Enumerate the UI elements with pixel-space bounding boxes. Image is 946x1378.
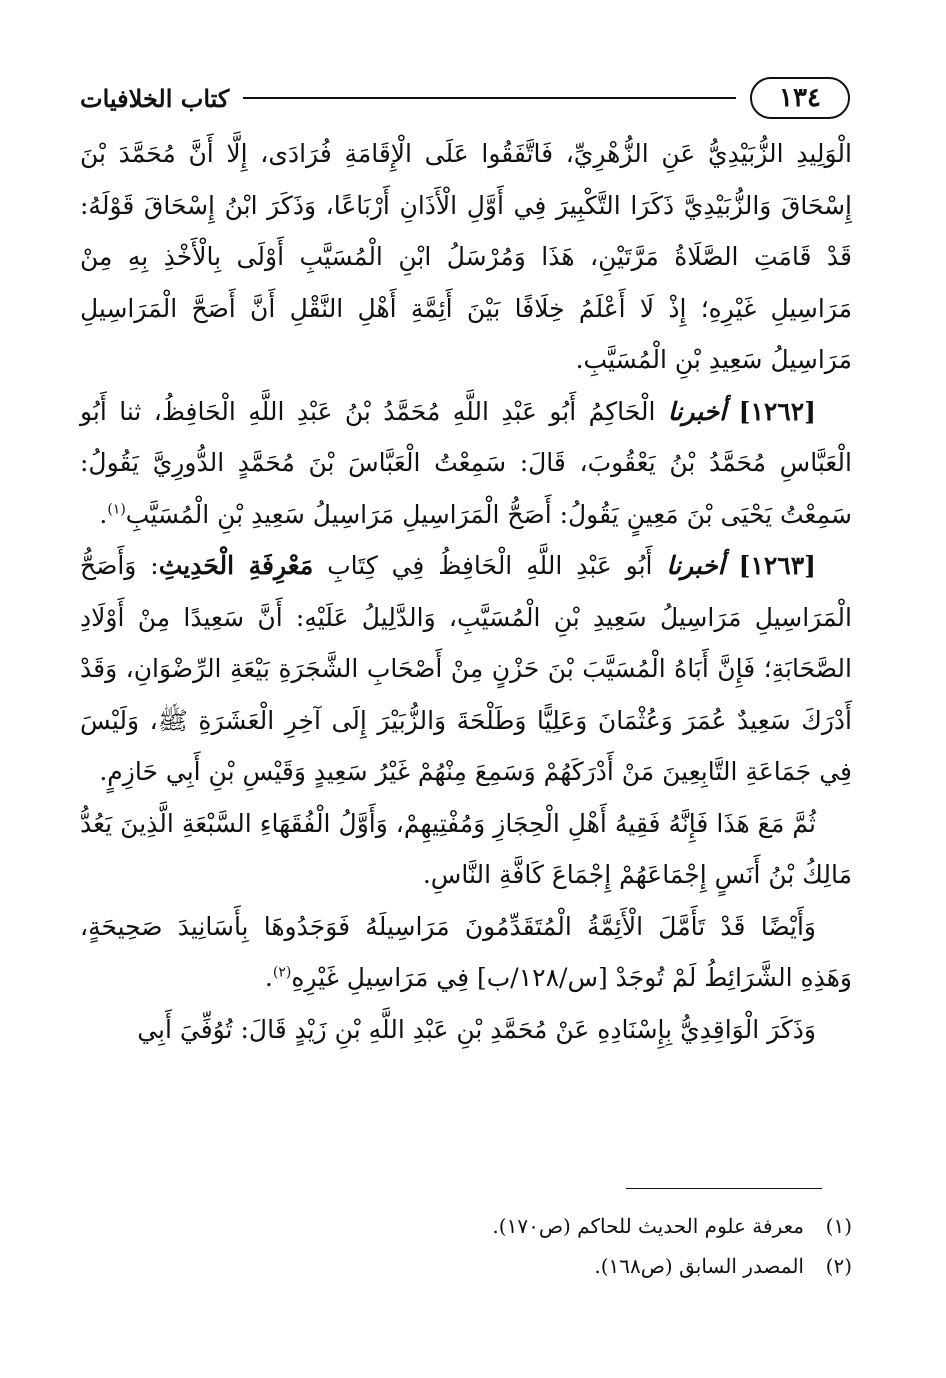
footnote-text: معرفة علوم الحديث للحاكم (ص١٧٠).	[492, 1214, 804, 1238]
paragraph-text: وَذَكَرَ الْوَاقِدِيُّ بِإِسْنَادِهِ عَنْ مُحَمَّدِ بْنِ عَبْدِ اللَّهِ بْنِ زَيْدٍ قَالَ: تُوُفِّيَ أَبِي	[137, 1014, 816, 1044]
footnote-number: (٢)	[825, 1254, 852, 1278]
paragraph-text-block: وَأَيْضًا قَدْ تَأَمَّلَ الْأَئِمَّةُ الْمُتَقَدِّمُونَ مَرَاسِيلَهُ فَوَجَدُوهَا بِأَسَانِيدَ صَحِيحَةٍ، وَهَذِهِ الشَّرَائِطُ لَمْ تُوجَدْ [س/١٢٨/ب] فِي مَرَاسِيلِ غَيْرِهِ$^{(٢)}$.	[80, 911, 852, 992]
paragraph-text: الْحَاكِمُ أَبُو عَبْدِ اللَّهِ مُحَمَّدُ بْنُ عَبْدِ اللَّهِ الْحَافِظُ، ثنا أَبُو الْعَبَّاسِ مُحَمَّدُ بْنُ يَعْقُوبَ، قَالَ: سَمِعْتُ الْعَبَّاسَ بْنَ مُحَمَّدٍ الدُّورِيَّ يَقُولُ: سَمِعْتُ يَحْيَى بْنَ مَعِينٍ يَقُولُ: أَصَحُّ الْمَرَاسِيلِ مَرَاسِيلُ سَعِيدِ بْنِ الْمُسَيَّبِ	[80, 396, 852, 529]
hadith-number: [١٢٦٣]	[738, 551, 816, 580]
book-reference: مَعْرِفَةِ الْحَدِيثِ	[158, 551, 314, 580]
paragraph-text: ثُمَّ مَعَ هَذَا فَإِنَّهُ فَقِيهُ أَهْلِ الْحِجَازِ وَمُفْتِيهِمْ، وَأَوَّلُ الْفُقَهَاءِ السَّبْعَةِ الَّذِينَ يَعُدُّ مَالِكُ بْنُ أَنَسٍ إِجْمَاعَهُمْ إِجْمَاعَ كَافَّةِ النَّاسِ.	[80, 808, 852, 889]
footnote-item	[120, 1206, 852, 1246]
paragraph-text: : وَأَصَحُّ الْمَرَاسِيلِ مَرَاسِيلُ سَعِيدِ بْنِ الْمُسَيَّبِ، وَالدَّلِيلُ عَلَيْهِ: أَنَّ سَعِيدًا مِنْ أَوْلَادِ الصَّحَابَةِ؛ فَإِنَّ أَبَاهُ الْمُسَيَّبَ بْنَ حَزْنٍ مِنْ أَصْحَابِ الشَّجَرَةِ بَيْعَةِ الرِّضْوَانِ، وَقَدْ أَدْرَكَ سَعِيدٌ عُمَرَ وَعُثْمَانَ وَعَلِيًّا وَطَلْحَةَ وَالزُّبَيْرَ إِلَى آخِرِ الْعَشَرَةِ ﷺ، وَلَيْسَ فِي جَمَاعَةِ التَّابِعِينَ مَنْ أَدْرَكَهُمْ وَسَمِعَ مِنْهُمْ غَيْرُ سَعِيدٍ وَقَيْسِ بْنِ أَبِي حَازِمٍ.	[80, 551, 852, 786]
paragraph-text: وَأَيْضًا قَدْ تَأَمَّلَ الْأَئِمَّةُ الْمُتَقَدِّمُونَ مَرَاسِيلَهُ فَوَجَدُوهَا بِأَسَانِيدَ صَحِيحَةٍ، وَهَذِهِ الشَّرَائِطُ لَمْ تُوجَدْ [س/١٢٨/ب] فِي مَرَاسِيلِ غَيْرِهِ	[80, 911, 852, 992]
paragraph-hadith-1263	[80, 540, 852, 798]
footnote-number: (١)	[825, 1214, 852, 1238]
header-rule	[243, 97, 736, 99]
main-text	[80, 128, 852, 1055]
page-header	[80, 74, 850, 122]
page-number-badge	[750, 77, 850, 119]
paragraph-hadith-1262: [١٢٦٢] أخبرنا الْحَاكِمُ أَبُو عَبْدِ اللَّهِ مُحَمَّدُ بْنُ عَبْدِ اللَّهِ الْحَافِظُ، ثنا أَبُو الْعَبَّاسِ مُحَمَّدُ بْنُ يَعْقُوبَ، قَالَ: سَمِعْتُ الْعَبَّاسَ بْنَ مُحَمَّدٍ الدُّورِيَّ يَقُولُ: سَمِعْتُ يَحْيَى بْنَ مَعِينٍ يَقُولُ: أَصَحُّ الْمَرَاسِيلِ مَرَاسِيلُ سَعِيدِ بْنِ الْمُسَيَّبِ$^{(١)}$.	[80, 396, 852, 529]
paragraph-text: الْوَلِيدِ الزُّبَيْدِيُّ عَنِ الزُّهْرِيِّ، فَاتَّفَقُوا عَلَى الْإِقَامَةِ فُرَادَى، إِلَّا أَنَّ مُحَمَّدَ بْنَ إِسْحَاقَ وَالزُّبَيْدِيَّ ذَكَرَا التَّكْبِيرَ فِي أَوَّلِ الْأَذَانِ أَرْبَاعًا، وَذَكَرَ ابْنُ إِسْحَاقَ قَوْلَهُ: قَدْ قَامَتِ الصَّلَاةُ مَرَّتَيْنِ، هَذَا وَمُرْسَلُ ابْنِ الْمُسَيَّبِ أَوْلَى بِالْأَخْذِ بِهِ مِنْ مَرَاسِيلِ غَيْرِهِ؛ إِذْ لَا أَعْلَمُ خِلَافًا بَيْنَ أَئِمَّةِ أَهْلِ النَّقْلِ أَنَّ أَصَحَّ الْمَرَاسِيلِ مَرَاسِيلُ سَعِيدِ بْنِ الْمُسَيَّبِ.	[80, 139, 852, 374]
page-number: ١٣٤	[779, 83, 821, 113]
narration-keyword: أخبرنا	[667, 396, 727, 426]
footnotes	[120, 1206, 852, 1286]
paragraph-continuation	[80, 128, 852, 386]
footnote-divider	[626, 1188, 822, 1189]
hadith-number: [١٢٦٢]	[738, 396, 816, 426]
footnote-reference[interactable]: (١)	[107, 501, 126, 518]
paragraph-text-block	[80, 1004, 852, 1056]
paragraph-text-block	[80, 798, 852, 901]
footnote-reference[interactable]: (٢)	[272, 964, 292, 981]
narration-keyword: أخبرنا	[666, 551, 725, 580]
paragraph-text: أَبُو عَبْدِ اللَّهِ الْحَافِظُ فِي كِتَابِ	[327, 551, 653, 580]
footnote-item	[120, 1246, 852, 1286]
footnote-text: المصدر السابق (ص١٦٨).	[594, 1254, 804, 1278]
book-title: كتاب الخلافيات	[80, 83, 230, 113]
